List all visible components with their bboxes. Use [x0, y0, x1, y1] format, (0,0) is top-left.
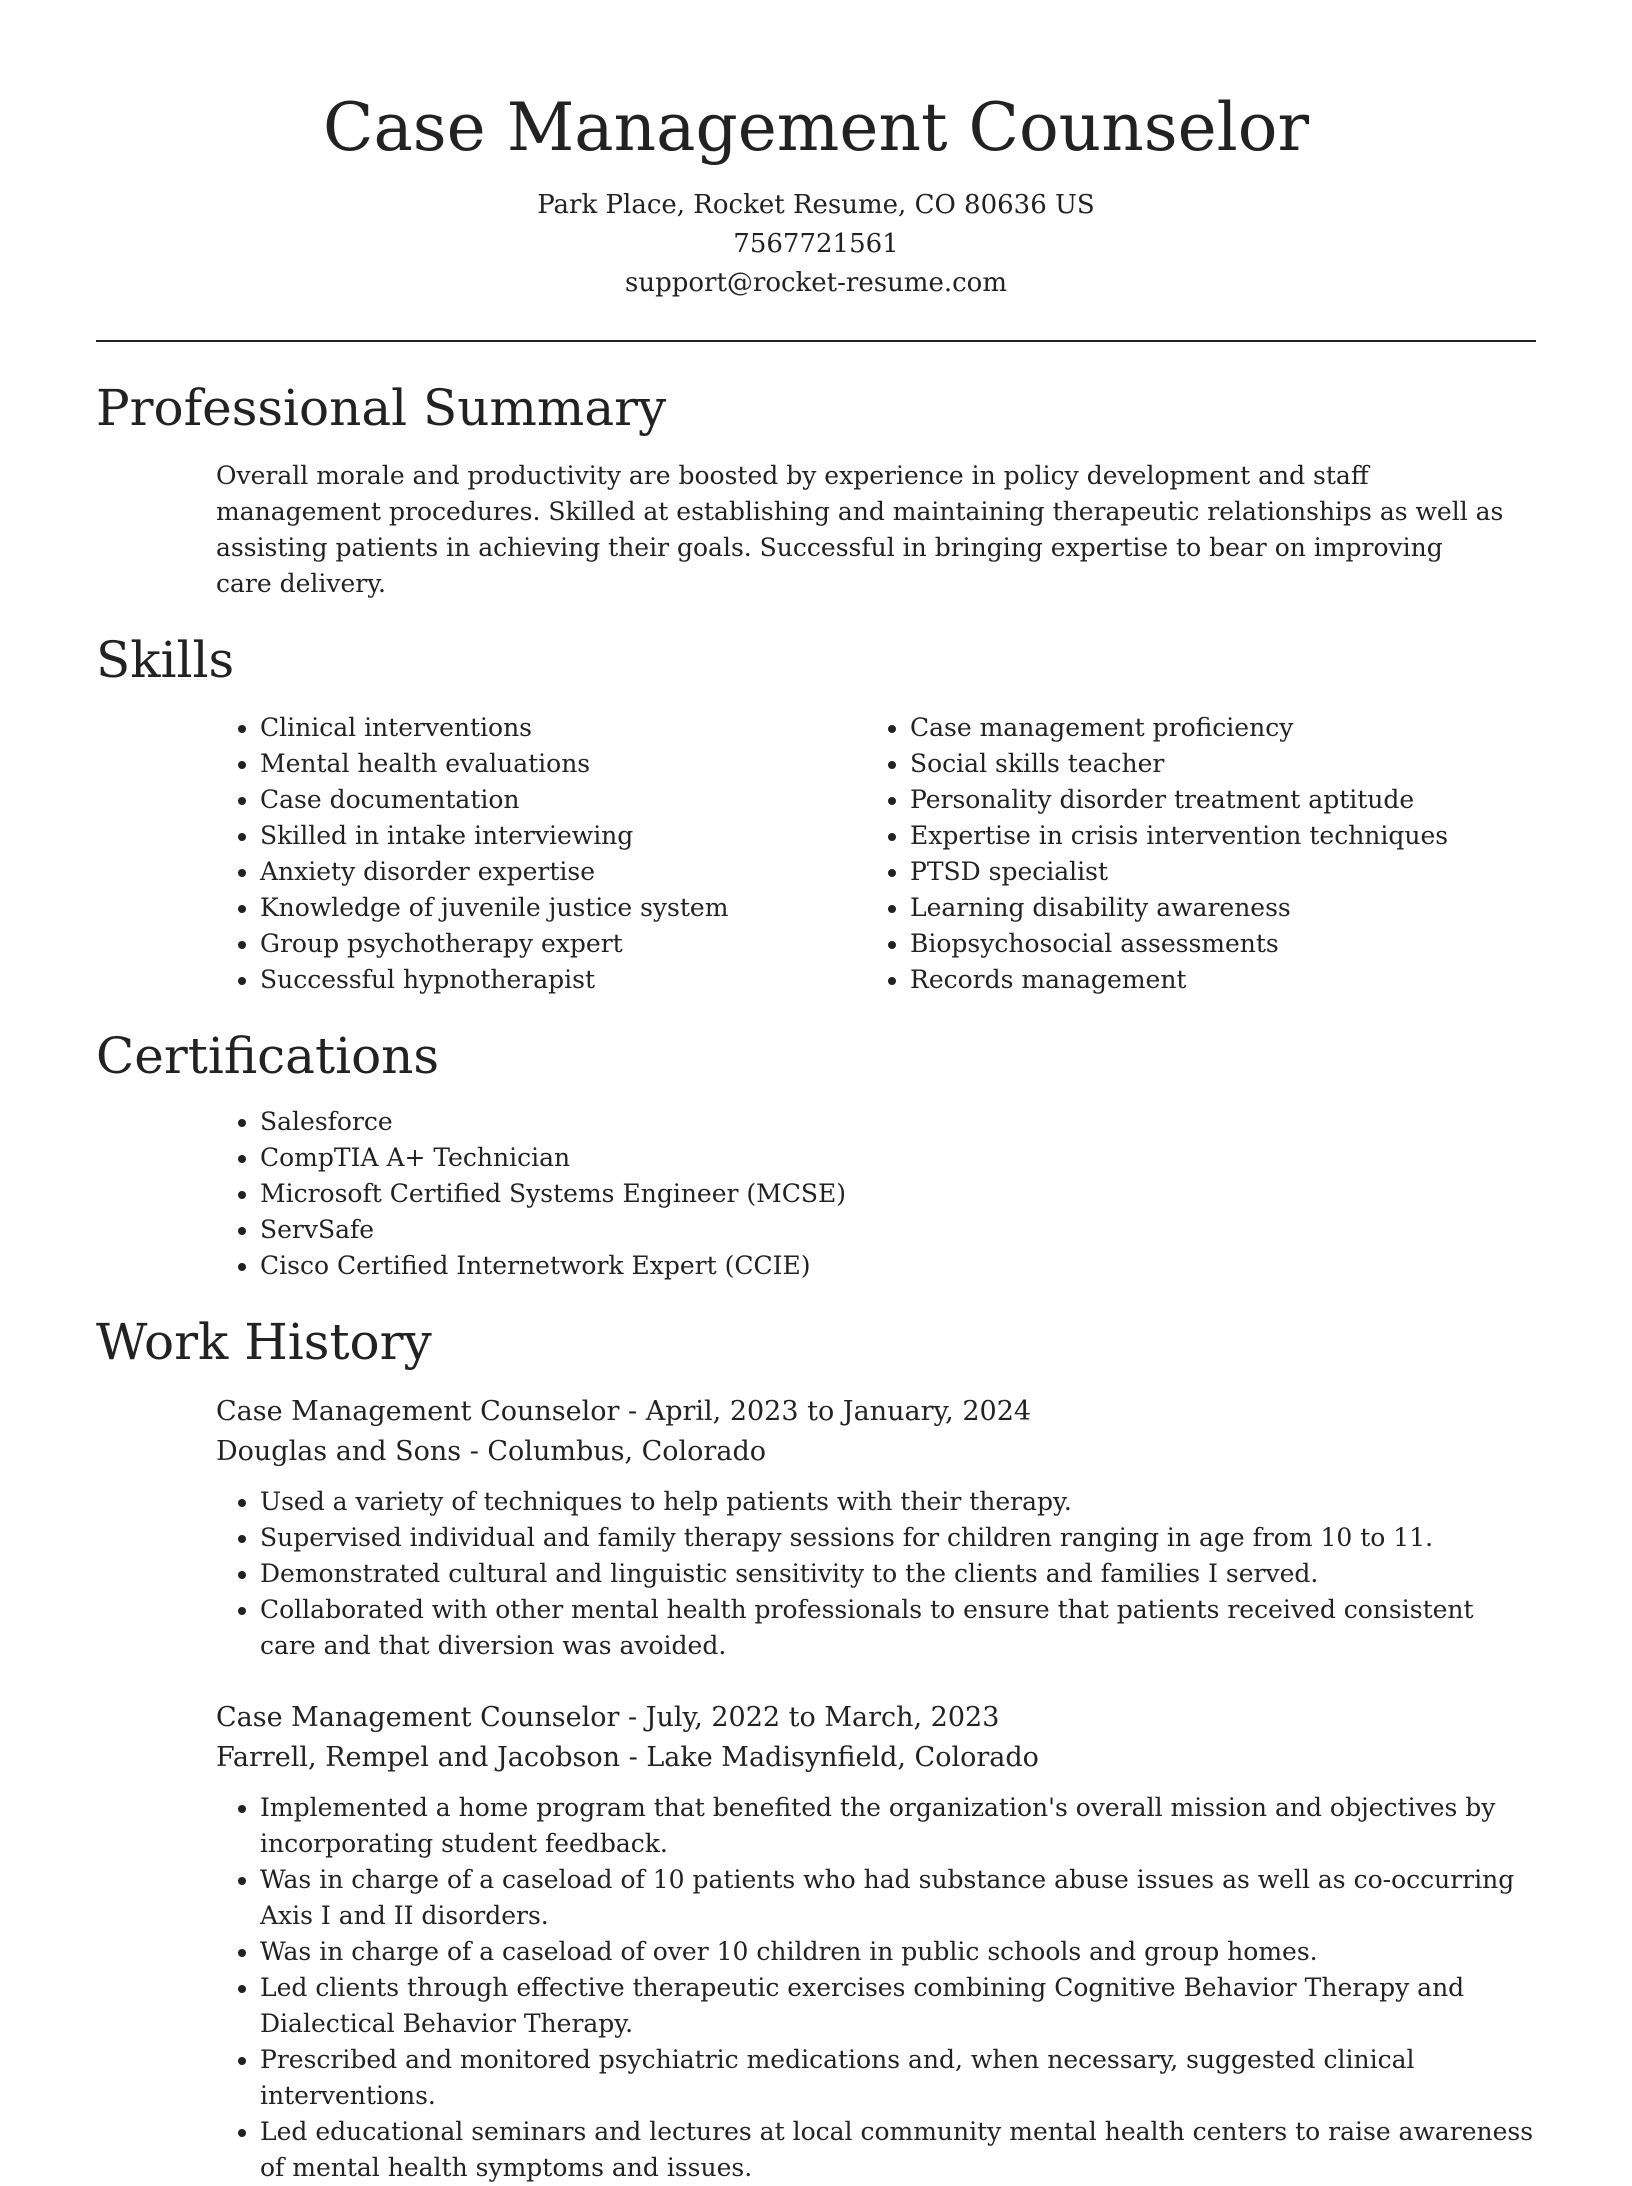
skills-list-left: [216, 710, 866, 998]
skill-item: • Biopsychosocial assessments: [910, 926, 1516, 962]
summary-heading: Professional Summary: [96, 379, 667, 437]
job-employer-line: [216, 1738, 1536, 1778]
skills-grid: [216, 710, 1536, 998]
job-bullet: • Led educational seminars and lectures at local community mental health centers to raise awareness of mental health symptoms and issues.: [260, 2114, 1536, 2186]
job-bullets: [216, 1790, 1536, 2186]
certification-item: • CompTIA A+ Technician: [260, 1140, 1536, 1176]
job-bullets: [216, 1484, 1536, 1664]
certifications-list: [216, 1104, 1536, 1284]
skill-item: • Records management: [910, 962, 1516, 998]
job-bullet: • Implemented a home program that benefited the organization's overall mission and objectives by incorporating student feedback.: [260, 1790, 1536, 1862]
certifications-heading: Certifications: [96, 1027, 440, 1085]
job-title-line: [216, 1392, 1536, 1432]
job-bullet: • Collaborated with other mental health professionals to ensure that patients received consistent care and that diversion was avoided.: [260, 1592, 1536, 1664]
header-divider: [96, 340, 1536, 342]
job-company: Douglas and Sons: [216, 1436, 462, 1467]
work-history-heading: Work History: [96, 1313, 432, 1371]
skill-item: • Case documentation: [260, 782, 866, 818]
job-bullet: • Used a variety of techniques to help patients with their therapy.: [260, 1484, 1536, 1520]
job-bullet: • Supervised individual and family therapy sessions for children ranging in age from 10 to 11.: [260, 1520, 1536, 1556]
contact-block: [96, 186, 1536, 303]
skill-item: • Personality disorder treatment aptitude: [910, 782, 1516, 818]
skill-item: • Case management proficiency: [910, 710, 1516, 746]
skill-item: • Anxiety disorder expertise: [260, 854, 866, 890]
job-entry: [216, 1392, 1536, 1664]
skill-item: • Successful hypnotherapist: [260, 962, 866, 998]
job-entry: [216, 1698, 1536, 2186]
job-bullet: • Prescribed and monitored psychiatric medications and, when necessary, suggested clinical interventions.: [260, 2042, 1536, 2114]
job-bullet: • Was in charge of a caseload of over 10 children in public schools and group homes.: [260, 1934, 1536, 1970]
skills-heading: Skills: [96, 631, 235, 689]
job-bullet: • Led clients through effective therapeutic exercises combining Cognitive Behavior Therapy and Dialectical Behavior Therapy.: [260, 1970, 1536, 2042]
contact-address: Park Place, Rocket Resume, CO 80636 US: [537, 190, 1095, 220]
job-role: Case Management Counselor: [216, 1702, 620, 1733]
certification-item: • Cisco Certified Internetwork Expert (CCIE): [260, 1248, 1536, 1284]
skill-item: • Social skills teacher: [910, 746, 1516, 782]
skills-list-right: [866, 710, 1516, 998]
skill-item: • Learning disability awareness: [910, 890, 1516, 926]
job-bullet: • Demonstrated cultural and linguistic sensitivity to the clients and families I served.: [260, 1556, 1536, 1592]
job-title-line: [216, 1698, 1536, 1738]
skills-column-right: [866, 710, 1516, 998]
skill-item: • Skilled in intake interviewing: [260, 818, 866, 854]
job-employer-line: [216, 1432, 1536, 1472]
contact-phone: 7567721561: [733, 229, 899, 259]
skill-item: • Expertise in crisis intervention techniques: [910, 818, 1516, 854]
certification-item: • Salesforce: [260, 1104, 1536, 1140]
skill-item: • Clinical interventions: [260, 710, 866, 746]
resume-name: Case Management Counselor: [322, 89, 1310, 166]
summary-text: Overall morale and productivity are boosted by experience in policy development and staff management procedures. Skilled at establishing and maintaining therapeutic relationships as well as assisting patients in achieving their goals. Successful in bringing expertise to bear on improving care delivery.: [216, 461, 1504, 598]
job-bullet: • Was in charge of a caseload of 10 patients who had substance abuse issues as well as co-occurring Axis I and II disorders.: [260, 1862, 1536, 1934]
job-dates: - April, 2023 to January, 2024: [619, 1396, 1032, 1427]
contact-email: support@rocket-resume.com: [624, 268, 1007, 298]
skill-item: • Mental health evaluations: [260, 746, 866, 782]
resume-page: [96, 0, 1536, 2186]
certifications-block: [216, 1104, 1536, 1284]
skill-item: • PTSD specialist: [910, 854, 1516, 890]
certification-item: • Microsoft Certified Systems Engineer (MCSE): [260, 1176, 1536, 1212]
job-role: Case Management Counselor: [216, 1396, 620, 1427]
job-location: - Columbus, Colorado: [461, 1436, 766, 1467]
certification-item: • ServSafe: [260, 1212, 1536, 1248]
skills-column-left: [216, 710, 866, 998]
job-dates: - July, 2022 to March, 2023: [619, 1702, 1000, 1733]
job-location: - Lake Madisynfield, Colorado: [620, 1742, 1039, 1773]
job-company: Farrell, Rempel and Jacobson: [216, 1742, 621, 1773]
skill-item: • Group psychotherapy expert: [260, 926, 866, 962]
skill-item: • Knowledge of juvenile justice system: [260, 890, 866, 926]
